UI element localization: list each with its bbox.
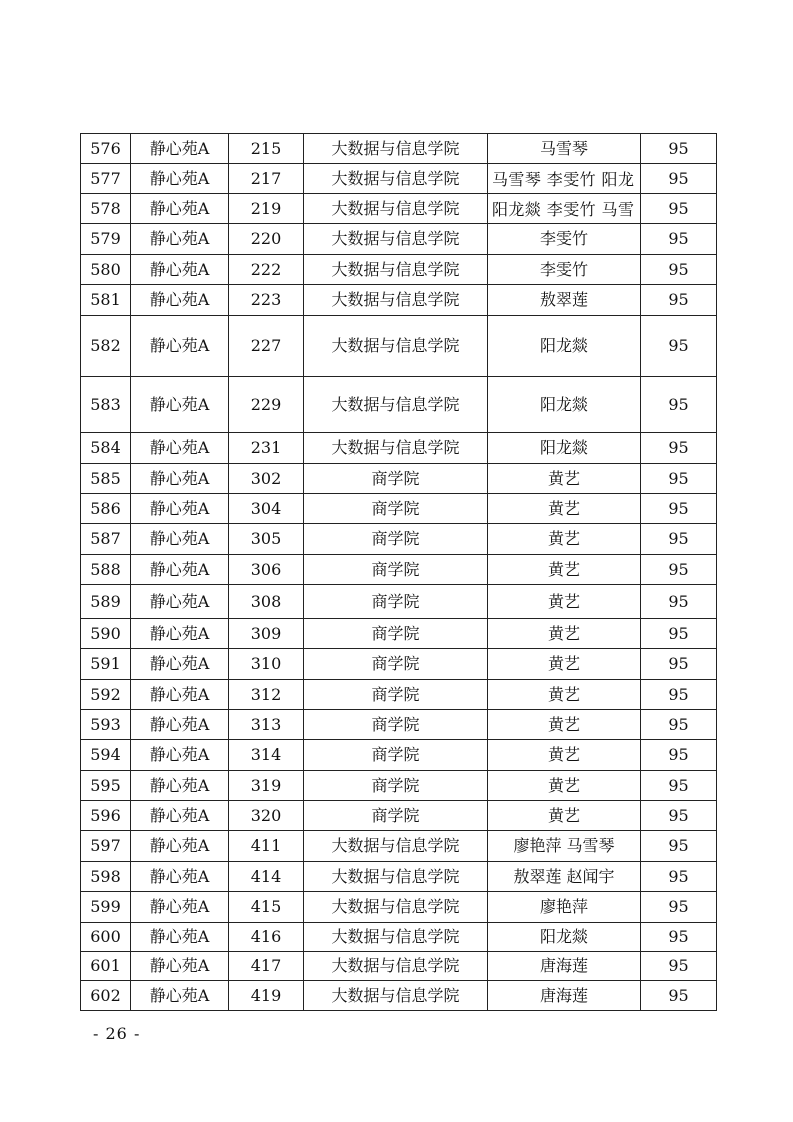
room-cell: 220 (229, 224, 304, 255)
room-cell: 415 (229, 892, 304, 923)
names-cell (488, 649, 641, 680)
room-cell: 229 (229, 377, 304, 433)
college-cell: 大数据与信息学院 (304, 164, 488, 194)
names-text: 廖艳萍 马雪琴 (513, 836, 615, 855)
names-text: 黄艺 (547, 714, 580, 734)
building-cell: 静心苑A (131, 801, 229, 831)
score-cell: 95 (641, 619, 717, 649)
names-cell (488, 255, 641, 285)
room-cell: 416 (229, 923, 304, 952)
row-number: 595 (81, 771, 131, 801)
names-cell (488, 316, 641, 377)
row-number: 591 (81, 649, 131, 680)
room-cell: 302 (229, 464, 304, 494)
score-cell: 95 (641, 464, 717, 494)
score-cell: 95 (641, 164, 717, 194)
row-number: 577 (81, 164, 131, 194)
names-cell (488, 862, 641, 892)
row-number: 587 (81, 524, 131, 555)
score-cell: 95 (641, 740, 717, 771)
names-text: 阳龙燚 李雯竹 马雪 (492, 199, 634, 219)
room-cell: 310 (229, 649, 304, 680)
score-cell: 95 (641, 585, 717, 619)
table-row (81, 494, 717, 524)
names-cell (488, 194, 641, 224)
table-row (81, 433, 717, 464)
table-row (81, 649, 717, 680)
names-text: 敖翠莲 赵闻宇 (513, 866, 615, 886)
names-cell (488, 433, 641, 464)
score-cell: 95 (641, 433, 717, 464)
table-row (81, 285, 717, 316)
room-cell: 231 (229, 433, 304, 464)
college-cell: 商学院 (304, 524, 488, 555)
college-cell: 大数据与信息学院 (304, 255, 488, 285)
table-row (81, 134, 717, 164)
names-cell (488, 952, 641, 981)
room-cell: 312 (229, 680, 304, 710)
building-cell: 静心苑A (131, 981, 229, 1011)
row-number: 585 (81, 464, 131, 494)
table-row (81, 680, 717, 710)
room-cell: 306 (229, 555, 304, 585)
building-cell: 静心苑A (131, 740, 229, 771)
room-cell: 417 (229, 952, 304, 981)
names-cell (488, 801, 641, 831)
room-cell: 227 (229, 316, 304, 377)
names-text: 李雯竹 (539, 229, 588, 248)
college-cell: 商学院 (304, 649, 488, 680)
names-text: 唐海莲 (539, 985, 588, 1005)
college-cell: 商学院 (304, 710, 488, 740)
score-cell: 95 (641, 892, 717, 923)
row-number: 588 (81, 555, 131, 585)
table-row (81, 524, 717, 555)
building-cell: 静心苑A (131, 164, 229, 194)
college-cell: 大数据与信息学院 (304, 134, 488, 164)
names-cell (488, 494, 641, 524)
college-cell: 大数据与信息学院 (304, 862, 488, 892)
names-text: 黄艺 (547, 654, 580, 673)
row-number: 596 (81, 801, 131, 831)
building-cell: 静心苑A (131, 316, 229, 377)
building-cell: 静心苑A (131, 134, 229, 164)
names-text: 唐海莲 (539, 956, 588, 975)
names-text: 黄艺 (547, 468, 580, 488)
table-row (81, 464, 717, 494)
score-cell: 95 (641, 981, 717, 1011)
college-cell: 大数据与信息学院 (304, 377, 488, 433)
score-cell: 95 (641, 555, 717, 585)
score-cell: 95 (641, 649, 717, 680)
building-cell: 静心苑A (131, 377, 229, 433)
table-row (81, 862, 717, 892)
table-body (81, 134, 717, 1011)
row-number: 584 (81, 433, 131, 464)
score-cell: 95 (641, 316, 717, 377)
college-cell: 大数据与信息学院 (304, 981, 488, 1011)
building-cell: 静心苑A (131, 771, 229, 801)
college-cell: 大数据与信息学院 (304, 433, 488, 464)
names-cell (488, 224, 641, 255)
room-cell: 222 (229, 255, 304, 285)
building-cell: 静心苑A (131, 952, 229, 981)
score-cell: 95 (641, 771, 717, 801)
table-row (81, 316, 717, 377)
table-row (81, 892, 717, 923)
names-text: 黄艺 (547, 529, 580, 548)
names-cell (488, 831, 641, 862)
room-cell: 215 (229, 134, 304, 164)
names-cell (488, 585, 641, 619)
table-row (81, 255, 717, 285)
row-number: 576 (81, 134, 131, 164)
names-cell (488, 377, 641, 433)
names-text: 阳龙燚 (539, 438, 588, 457)
building-cell: 静心苑A (131, 649, 229, 680)
names-cell (488, 524, 641, 555)
table-row (81, 224, 717, 255)
names-cell (488, 680, 641, 710)
names-cell (488, 710, 641, 740)
names-text: 黄艺 (547, 623, 580, 643)
table-row (81, 619, 717, 649)
row-number: 580 (81, 255, 131, 285)
score-cell: 95 (641, 134, 717, 164)
score-cell: 95 (641, 524, 717, 555)
college-cell: 商学院 (304, 619, 488, 649)
college-cell: 大数据与信息学院 (304, 831, 488, 862)
page-number: - 26 - (93, 1024, 141, 1043)
score-cell: 95 (641, 255, 717, 285)
table-row (81, 585, 717, 619)
names-text: 黄艺 (547, 775, 580, 795)
names-cell (488, 555, 641, 585)
building-cell: 静心苑A (131, 494, 229, 524)
college-cell: 大数据与信息学院 (304, 316, 488, 377)
names-text: 黄艺 (547, 591, 580, 611)
names-cell (488, 134, 641, 164)
score-cell: 95 (641, 923, 717, 952)
row-number: 598 (81, 862, 131, 892)
room-cell: 223 (229, 285, 304, 316)
names-cell (488, 464, 641, 494)
table-row (81, 771, 717, 801)
score-cell: 95 (641, 710, 717, 740)
building-cell: 静心苑A (131, 433, 229, 464)
names-text: 黄艺 (547, 745, 580, 764)
row-number: 583 (81, 377, 131, 433)
table-row (81, 981, 717, 1011)
names-text: 阳龙燚 (539, 927, 588, 946)
room-cell: 219 (229, 194, 304, 224)
score-cell: 95 (641, 285, 717, 316)
row-number: 579 (81, 224, 131, 255)
room-cell: 305 (229, 524, 304, 555)
names-text: 黄艺 (547, 805, 580, 825)
college-cell: 商学院 (304, 494, 488, 524)
names-text: 黄艺 (547, 498, 580, 518)
row-number: 597 (81, 831, 131, 862)
building-cell: 静心苑A (131, 680, 229, 710)
inspection-table (80, 133, 717, 1011)
building-cell: 静心苑A (131, 555, 229, 585)
college-cell: 大数据与信息学院 (304, 224, 488, 255)
building-cell: 静心苑A (131, 224, 229, 255)
room-cell: 319 (229, 771, 304, 801)
room-cell: 217 (229, 164, 304, 194)
names-cell (488, 923, 641, 952)
college-cell: 商学院 (304, 771, 488, 801)
score-cell: 95 (641, 194, 717, 224)
names-text: 马雪琴 李雯竹 阳龙 (492, 169, 634, 189)
names-text: 阳龙燚 (539, 336, 588, 355)
college-cell: 商学院 (304, 585, 488, 619)
names-cell (488, 285, 641, 316)
table-row (81, 194, 717, 224)
building-cell: 静心苑A (131, 619, 229, 649)
row-number: 600 (81, 923, 131, 952)
table-row (81, 740, 717, 771)
room-cell: 419 (229, 981, 304, 1011)
table-row (81, 801, 717, 831)
row-number: 582 (81, 316, 131, 377)
building-cell: 静心苑A (131, 923, 229, 952)
row-number: 599 (81, 892, 131, 923)
score-cell: 95 (641, 680, 717, 710)
building-cell: 静心苑A (131, 464, 229, 494)
building-cell: 静心苑A (131, 862, 229, 892)
building-cell: 静心苑A (131, 585, 229, 619)
score-cell: 95 (641, 801, 717, 831)
room-cell: 314 (229, 740, 304, 771)
row-number: 581 (81, 285, 131, 316)
names-text: 黄艺 (547, 684, 580, 704)
row-number: 578 (81, 194, 131, 224)
room-cell: 308 (229, 585, 304, 619)
names-cell (488, 740, 641, 771)
names-cell (488, 981, 641, 1011)
names-text: 敖翠莲 (539, 290, 588, 309)
room-cell: 309 (229, 619, 304, 649)
row-number: 589 (81, 585, 131, 619)
table-row (81, 555, 717, 585)
names-cell (488, 619, 641, 649)
score-cell: 95 (641, 952, 717, 981)
row-number: 601 (81, 952, 131, 981)
table-row (81, 831, 717, 862)
building-cell: 静心苑A (131, 710, 229, 740)
names-text: 马雪琴 (539, 138, 588, 158)
row-number: 593 (81, 710, 131, 740)
college-cell: 商学院 (304, 801, 488, 831)
building-cell: 静心苑A (131, 285, 229, 316)
college-cell: 大数据与信息学院 (304, 285, 488, 316)
room-cell: 411 (229, 831, 304, 862)
table-row (81, 164, 717, 194)
building-cell: 静心苑A (131, 194, 229, 224)
college-cell: 大数据与信息学院 (304, 923, 488, 952)
building-cell: 静心苑A (131, 892, 229, 923)
names-cell (488, 771, 641, 801)
names-text: 李雯竹 (539, 259, 588, 279)
college-cell: 大数据与信息学院 (304, 194, 488, 224)
names-cell (488, 164, 641, 194)
table-row (81, 377, 717, 433)
row-number: 590 (81, 619, 131, 649)
row-number: 592 (81, 680, 131, 710)
score-cell: 95 (641, 494, 717, 524)
names-text: 廖艳萍 (539, 897, 588, 916)
room-cell: 313 (229, 710, 304, 740)
row-number: 586 (81, 494, 131, 524)
row-number: 602 (81, 981, 131, 1011)
score-cell: 95 (641, 862, 717, 892)
college-cell: 商学院 (304, 464, 488, 494)
room-cell: 304 (229, 494, 304, 524)
table-row (81, 952, 717, 981)
table-row (81, 923, 717, 952)
college-cell: 商学院 (304, 740, 488, 771)
room-cell: 320 (229, 801, 304, 831)
names-cell (488, 892, 641, 923)
table-row (81, 710, 717, 740)
college-cell: 大数据与信息学院 (304, 892, 488, 923)
names-text: 黄艺 (547, 559, 580, 579)
building-cell: 静心苑A (131, 831, 229, 862)
score-cell: 95 (641, 224, 717, 255)
college-cell: 商学院 (304, 555, 488, 585)
names-text: 阳龙燚 (539, 394, 588, 414)
row-number: 594 (81, 740, 131, 771)
college-cell: 大数据与信息学院 (304, 952, 488, 981)
building-cell: 静心苑A (131, 255, 229, 285)
score-cell: 95 (641, 377, 717, 433)
college-cell: 商学院 (304, 680, 488, 710)
room-cell: 414 (229, 862, 304, 892)
building-cell: 静心苑A (131, 524, 229, 555)
score-cell: 95 (641, 831, 717, 862)
